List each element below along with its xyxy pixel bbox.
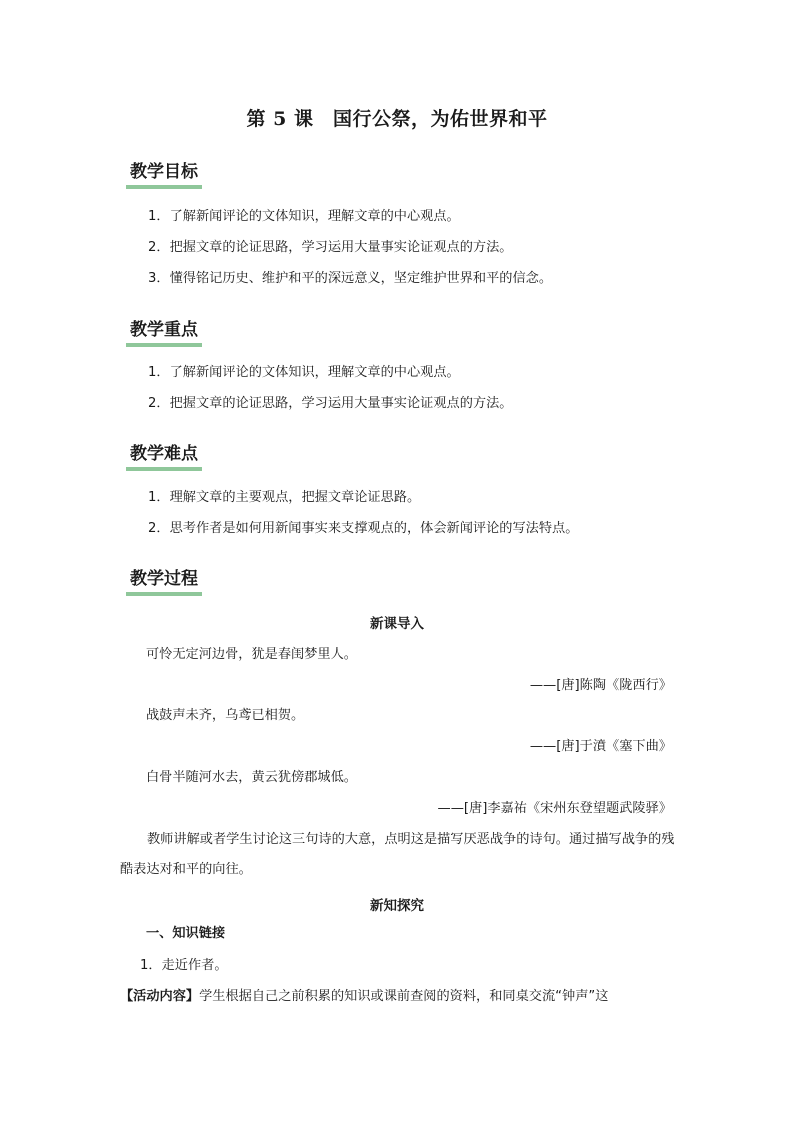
activity-label: 【活动内容】 bbox=[120, 989, 200, 1004]
section-heading-difficulties: 教学难点 bbox=[126, 442, 202, 471]
poem-line: 白骨半随河水去，黄云犹傍郡城低。 bbox=[146, 770, 357, 785]
list-item-author: 1．走近作者。 bbox=[140, 958, 228, 973]
key-point-item: 1．了解新闻评论的文体知识，理解文章的中心观点。 bbox=[148, 365, 460, 380]
difficulty-item: 1．理解文章的主要观点，把握文章论证思路。 bbox=[148, 490, 421, 505]
poem-line: 可怜无定河边骨，犹是春闺梦里人。 bbox=[146, 647, 357, 662]
intro-paragraph: 教师讲解或者学生讨论这三句诗的大意，点明这是描写厌恶战争的诗句。通过描写战争的残酷表达对和平的向往。 bbox=[120, 832, 675, 877]
objective-item: 1．了解新闻评论的文体知识，理解文章的中心观点。 bbox=[148, 209, 460, 224]
section-heading-objectives: 教学目标 bbox=[126, 160, 202, 189]
objective-item: 2．把握文章的论证思路，学习运用大量事实论证观点的方法。 bbox=[148, 240, 513, 255]
poem-source: ——[唐]于濆《塞下曲》 bbox=[529, 739, 672, 754]
section-heading-process: 教学过程 bbox=[126, 567, 202, 596]
page-title: 第 5 课 国行公祭，为佑世界和平 bbox=[246, 108, 548, 130]
section-heading-key-points: 教学重点 bbox=[126, 318, 202, 347]
objective-item: 3．懂得铭记历史、维护和平的深远意义，坚定维护世界和平的信念。 bbox=[148, 271, 553, 286]
subheading-explore: 新知探究 bbox=[370, 898, 424, 914]
difficulty-item: 2．思考作者是如何用新闻事实来支撑观点的，体会新闻评论的写法特点。 bbox=[148, 521, 579, 536]
subheading-intro: 新课导入 bbox=[370, 616, 424, 632]
knowledge-link-heading: 一、知识链接 bbox=[146, 926, 226, 941]
activity-paragraph bbox=[120, 988, 608, 1006]
key-point-item: 2．把握文章的论证思路，学习运用大量事实论证观点的方法。 bbox=[148, 396, 513, 411]
poem-line: 战鼓声未齐，乌鸢已相贺。 bbox=[146, 708, 305, 723]
activity-text: 学生根据自己之前积累的知识或课前查阅的资料，和同桌交流“钟声”这 bbox=[199, 989, 609, 1004]
poem-source: ——[唐]陈陶《陇西行》 bbox=[529, 678, 672, 693]
poem-source: ——[唐]李嘉祐《宋州东登望题武陵驿》 bbox=[437, 801, 672, 816]
